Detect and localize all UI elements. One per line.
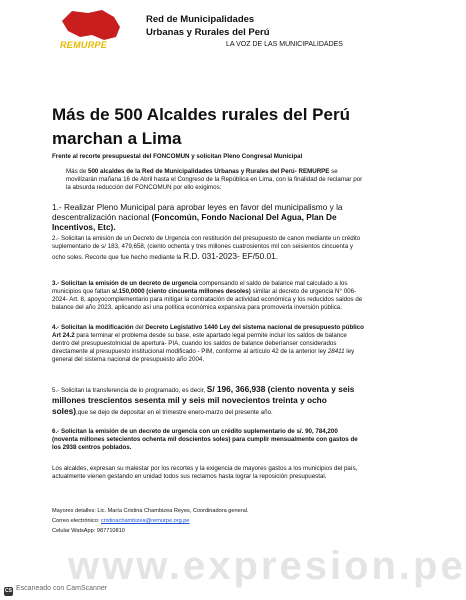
email-link[interactable]: cristinachambizea@remurpe.org.pe (100, 518, 190, 524)
demand-1: 1.- Realizar Pleno Municipal para aprobar leyes en favor del municipalismo y la descentralización nacional (Foncomún, Fondo Nacional Del Agua, Plan De Incentivos, Etc). (52, 202, 343, 232)
contact-phone: Celular WatsApp: 987710810 (52, 528, 125, 534)
demand-5: 5.- Solicitan la transferencia de lo programado, es decir, S/ 196, 366,938 (ciento noventa y seis millones trescientos sesenta mil y seis mil novecientos treinta y ocho soles),que se dejo de depositar en el trimestre enero-marzo del presente año. (52, 384, 355, 416)
org-name-line2: Urbanas y Rurales del Perú (146, 27, 270, 38)
subheadline: Frente al recorte presupuestal del FONCOMUN y solicitan Pleno Congresal Municipal (52, 153, 303, 160)
contact-name: Mayores detalles: Lic. María Cristina Chambizea Reyes, Coordinadora general. (52, 508, 249, 514)
intro-paragraph: Más de 500 alcaldes de la Red de Municipalidades Urbanas y Rurales del Perú- REMURPE se movilizarán mañana 16 de Abril hasta el Congreso de la República en Lima, con la finalidad de reclamar por la absurda reducción del FONCOMUN por ello exigimos: (66, 168, 363, 191)
org-tagline: LA VOZ DE LAS MUNICIPALIDADES (226, 41, 343, 48)
demand-6: 6.- Solicitan la emisión de un decreto de urgencia con un crédito suplementario de s/. 90, 784,200 (noventa millones setecientos ochenta mil doscientos soles) para cumplir mensualmente con gastos de los 2938 centros poblados. (52, 428, 358, 451)
camscanner-icon: CS (5, 588, 12, 594)
scanner-footer (4, 585, 107, 596)
peru-map-icon (58, 9, 126, 41)
scanner-text: Escaneado con CamScanner (16, 585, 108, 592)
brand-wordmark: REMURPE (60, 40, 108, 50)
closing-paragraph: Los alcaldes, expresan su malestar por los recortes y la exigencia de mayores gastos a los municipios del país, actualmente vienen gestando en unidad todos sus reclamos hasta lograr la reposición presupuestal. (52, 465, 358, 480)
demand-2: 2.- Solicitan la emisión de un Decreto de Urgencia con restitución del presupuesto de canon mediante un crédito suplementario de s/ 183, 479,658, (ciento ochenta y tres millones cuatrosientos mil con seisientos cincuenta y ocho soles. Recorte que fue hecho mediante la R.D. 031-2023- EF/50.01. (52, 235, 361, 261)
contact-email-line: Correo electrónico: cristinachambizea@remurpe.org.pe (52, 518, 190, 524)
demand-3: 3.- Solicitan la emisión de un decreto de urgencia compensando el saldo de balance mal calculado a los municipios que faltan s/.150,0000 (ciento cincuenta millones desoles) similar al decreto de urgencia N° 006-2024- Art. 8, apoyocomplementario para mitigar la contratación de actividad económica y los reducidos saldos de balance del año 2023, aplicando así una política económica expansiva para promoverla inversión pública. (52, 280, 363, 311)
demand-4: 4.- Solicitan la modificación del Decreto Legislativo 1440 Ley del sistema nacional de presupuesto público Art 24.2 para terminar el problema desde su base, este apartado legal permite incluir los saldos de balance dentro del presupuestoInicial de apertura- PIA, cuando los saldos de balance deberíanser considerados directamente al presupuesto institucional modificado - PIM, conforme al artículo 42 de la anterior ley 28411 ley general del sistema nacional de presupuesto año 2004. (52, 324, 364, 363)
watermark: www.expresion.pe (68, 544, 466, 588)
headline: Más de 500 Alcaldes rurales del Perú marchan a Lima (52, 105, 350, 148)
org-name-line1: Red de Municipalidades (146, 14, 255, 25)
